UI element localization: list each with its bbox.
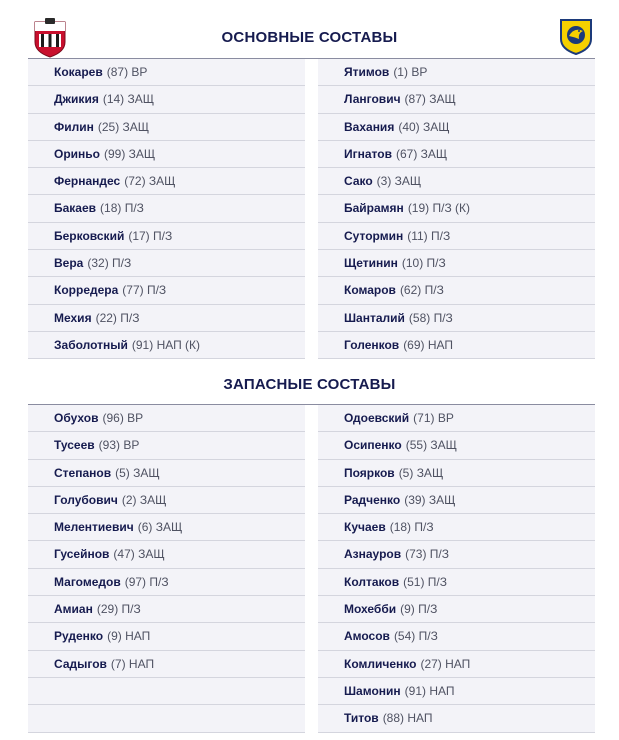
player-row[interactable]: [28, 569, 305, 596]
player-name: Руденко: [54, 629, 104, 644]
player-info: (19) П/З (К): [407, 201, 471, 216]
player-row[interactable]: [28, 460, 305, 487]
player-info: (14) ЗАЩ: [102, 92, 155, 107]
home-subs-list: [28, 405, 305, 733]
player-row[interactable]: [28, 305, 305, 332]
player-row[interactable]: [28, 405, 305, 432]
player-info: (3) ЗАЩ: [376, 174, 422, 189]
player-name: Тусеев: [54, 438, 95, 453]
player-row[interactable]: [318, 569, 595, 596]
player-name: Шанталий: [344, 310, 405, 325]
player-name: Титов: [344, 711, 379, 726]
player-name: Лангович: [344, 92, 401, 107]
player-row[interactable]: [318, 678, 595, 705]
player-name: Заболотный: [54, 337, 128, 352]
player-row[interactable]: [318, 250, 595, 277]
player-info: (9) НАП: [107, 629, 151, 644]
player-name: Обухов: [54, 411, 99, 425]
player-info: (5) ЗАЩ: [115, 465, 160, 480]
player-row[interactable]: [318, 651, 595, 678]
player-info: (47) ЗАЩ: [113, 547, 165, 562]
player-row[interactable]: [318, 541, 595, 568]
player-name: Магомедов: [54, 574, 121, 589]
substitutes-title: ЗАПАСНЫЕ СОСТАВЫ: [223, 376, 396, 393]
player-info: (72) ЗАЩ: [124, 174, 176, 189]
player-name: Байрамян: [344, 201, 404, 216]
player-row[interactable]: [28, 114, 305, 141]
player-info: (96) ВР: [102, 411, 144, 425]
player-row[interactable]: [28, 514, 305, 541]
player-name: Игнатов: [344, 146, 392, 161]
player-name: Мелентиевич: [54, 520, 134, 535]
player-row[interactable]: [318, 59, 595, 86]
player-name: Амиан: [54, 602, 93, 617]
starting-lineups-title: ОСНОВНЫЕ СОСТАВЫ: [221, 29, 398, 46]
player-info: (22) П/З: [95, 310, 140, 325]
player-row[interactable]: [318, 114, 595, 141]
player-row[interactable]: [28, 651, 305, 678]
player-name: Кучаев: [344, 520, 386, 535]
player-name: Шамонин: [344, 683, 401, 698]
player-info: (54) П/З: [393, 629, 438, 644]
empty-row: [28, 705, 305, 732]
player-name: Комличенко: [344, 656, 417, 671]
player-row[interactable]: [318, 596, 595, 623]
player-name: Сутормин: [344, 228, 404, 243]
player-info: (91) НАП: [404, 683, 455, 698]
player-info: (5) ЗАЩ: [398, 465, 444, 480]
player-row[interactable]: [318, 432, 595, 459]
player-name: Радченко: [344, 492, 401, 507]
player-info: (11) П/З: [407, 228, 451, 243]
player-name: Голубович: [54, 492, 118, 507]
player-info: (55) ЗАЩ: [405, 438, 457, 453]
player-info: (62) П/З: [399, 283, 444, 298]
player-row[interactable]: [318, 487, 595, 514]
player-row[interactable]: [318, 168, 595, 195]
player-info: (51) П/З: [403, 574, 447, 589]
player-name: Филин: [54, 119, 94, 134]
player-info: (27) НАП: [420, 656, 471, 671]
player-name: Кокарев: [54, 65, 103, 79]
player-info: (71) ВР: [413, 411, 454, 425]
player-info: (32) П/З: [87, 256, 132, 271]
player-info: (69) НАП: [403, 337, 454, 352]
player-row[interactable]: [28, 223, 305, 250]
player-info: (99) ЗАЩ: [104, 146, 156, 161]
player-row[interactable]: [28, 195, 305, 222]
player-info: (17) П/З: [128, 228, 173, 243]
player-info: (93) ВР: [98, 438, 140, 453]
player-row[interactable]: [318, 195, 595, 222]
player-row[interactable]: [28, 59, 305, 86]
player-name: Степанов: [54, 465, 112, 480]
player-row[interactable]: [28, 432, 305, 459]
player-row[interactable]: [28, 541, 305, 568]
player-row[interactable]: [28, 141, 305, 168]
player-row[interactable]: [28, 277, 305, 304]
player-row[interactable]: [318, 332, 595, 359]
player-name: Ориньо: [54, 146, 100, 161]
player-row[interactable]: [318, 141, 595, 168]
player-row[interactable]: [318, 460, 595, 487]
player-info: (58) П/З: [408, 310, 453, 325]
player-name: Корредера: [54, 283, 119, 298]
away-starting-list: [318, 59, 595, 359]
player-row[interactable]: [318, 223, 595, 250]
player-row[interactable]: [318, 305, 595, 332]
player-info: (87) ВР: [106, 65, 148, 79]
player-name: Джикия: [54, 92, 99, 107]
away-subs-list: [318, 405, 595, 733]
player-row[interactable]: [28, 168, 305, 195]
player-name: Фернандес: [54, 174, 121, 189]
player-info: (25) ЗАЩ: [97, 119, 150, 134]
player-info: (88) НАП: [382, 711, 433, 726]
player-name: Берковский: [54, 228, 125, 243]
player-row[interactable]: [318, 86, 595, 113]
player-name: Гусейнов: [54, 547, 110, 562]
player-info: (77) П/З: [122, 283, 167, 298]
player-info: (91) НАП (К): [131, 337, 201, 352]
home-starting-list: [28, 59, 305, 359]
empty-row: [28, 678, 305, 705]
player-info: (18) П/З: [100, 201, 144, 216]
player-name: Щетинин: [344, 256, 398, 271]
player-info: (10) П/З: [401, 256, 446, 271]
player-name: Вера: [54, 256, 84, 271]
player-name: Колтаков: [344, 574, 400, 589]
player-name: Мохебби: [344, 602, 397, 617]
player-info: (67) ЗАЩ: [395, 146, 448, 161]
player-info: (1) ВР: [393, 65, 428, 79]
player-info: (9) П/З: [400, 602, 438, 617]
player-name: Сако: [344, 174, 373, 189]
player-info: (39) ЗАЩ: [404, 492, 456, 507]
player-name: Амосов: [344, 629, 390, 644]
player-row[interactable]: [318, 514, 595, 541]
player-row[interactable]: [318, 405, 595, 432]
player-info: (97) П/З: [124, 574, 169, 589]
player-info: (18) П/З: [389, 520, 434, 535]
player-row[interactable]: [28, 332, 305, 359]
player-name: Голенков: [344, 337, 400, 352]
player-row[interactable]: [318, 277, 595, 304]
player-row[interactable]: [318, 623, 595, 650]
player-name: Осипенко: [344, 438, 402, 453]
player-info: (73) П/З: [405, 547, 449, 562]
player-name: Бакаев: [54, 201, 97, 216]
player-info: (29) П/З: [96, 602, 141, 617]
player-name: Садыгов: [54, 656, 107, 671]
player-info: (2) ЗАЩ: [121, 492, 167, 507]
player-row[interactable]: [28, 623, 305, 650]
player-row[interactable]: [28, 86, 305, 113]
player-name: Вахания: [344, 119, 395, 134]
player-name: Поярков: [344, 465, 395, 480]
player-name: Комаров: [344, 283, 396, 298]
player-info: (7) НАП: [110, 656, 155, 671]
player-row[interactable]: [28, 250, 305, 277]
player-row[interactable]: [28, 487, 305, 514]
player-info: (87) ЗАЩ: [404, 92, 456, 107]
player-name: Мехия: [54, 310, 92, 325]
player-row[interactable]: [28, 596, 305, 623]
player-row[interactable]: [318, 705, 595, 732]
player-info: (40) ЗАЩ: [398, 119, 450, 134]
player-name: Ятимов: [344, 65, 390, 79]
player-name: Одоевский: [344, 411, 410, 425]
player-info: (6) ЗАЩ: [137, 520, 183, 535]
player-name: Азнауров: [344, 547, 402, 562]
